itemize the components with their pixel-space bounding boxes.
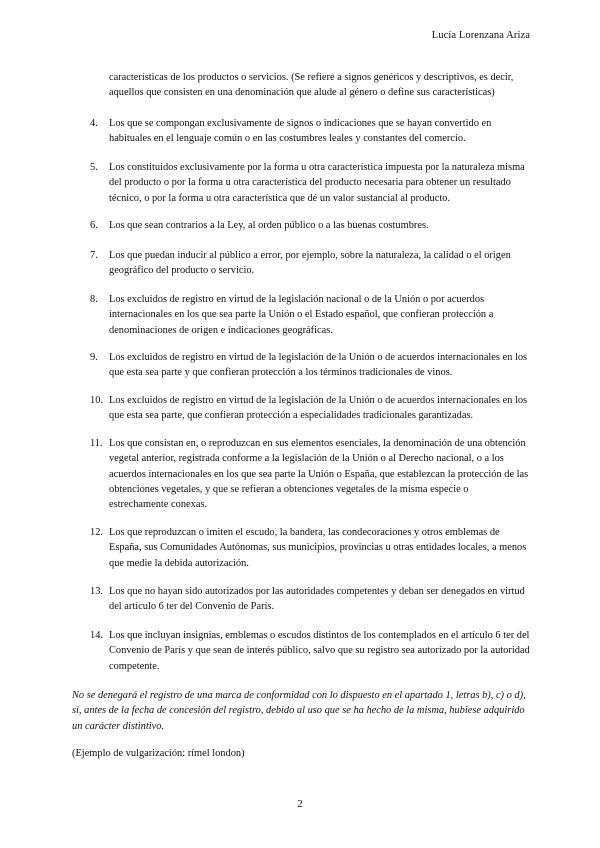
- page-number: 2: [297, 798, 303, 810]
- list-item-text: Los que sean contrarios a la Ley, al orden público o a las buenas costumbres.: [109, 220, 429, 231]
- list-item-text: Los que incluyan insignias, emblemas o escudos distintos de los contemplados en el artículo 6 ter del Convenio de París y que sean de interés público, salvo que su registro sea autorizado por la autoridad competente.: [109, 630, 530, 672]
- list-item-number: 11.: [90, 438, 103, 449]
- list-item-number: 8.: [90, 294, 98, 305]
- running-header-author: Lucía Lorenzana Ariza: [431, 30, 530, 41]
- continued-list-text: características de los productos o servicios. (Se refiere a signos genéricos y descriptivos, es decir, aquellos que consisten en una denominación que alude al género o define sus características): [109, 72, 514, 99]
- list-item-number: 6.: [90, 220, 98, 231]
- list-item-number: 9.: [90, 352, 98, 363]
- list-item-text: Los excluidos de registro en virtud de la legislación nacional o de la Unión o por acuerdos internacionales en los que sea parte la Unión o el Estado español, que confieran protección a denominaciones de origen e indicaciones geográficas.: [109, 294, 494, 336]
- list-item-text: Los que consistan en, o reproduzcan en sus elementos esenciales, la denominación de una obtención vegetal anterior, registrada conforme a la legislación de la Unión o al Derecho nacional, o a los acuerdos internacionales en los que sea parte la Unión o España, que establezcan la protección de las obtenciones vegetales, y que se refieran a obtenciones vegetales de la misma especie o estrechamente conexas.: [109, 438, 529, 511]
- example-paragraph: (Ejemplo de vulgarización: rímel london): [72, 748, 245, 759]
- list-item-text: Los excluidos de registro en virtud de la legislación de la Unión o de acuerdos internacionales en los que esta sea parte y que confieran protección a los términos tradicionales de vinos.: [109, 352, 528, 379]
- list-item-number: 10.: [90, 395, 103, 406]
- list-item-number: 13.: [90, 586, 103, 597]
- list-item-text: Los excluidos de registro en virtud de la legislación de la Unión o de acuerdos internacionales en los que esta sea parte, que confieran protección a especialidades tradicionales garantizadas.: [109, 395, 528, 422]
- list-item-text: Los que puedan inducir al público a error, por ejemplo, sobre la naturaleza, la calidad o el origen geográfico del producto o servicio.: [109, 250, 511, 277]
- list-item-number: 4.: [90, 118, 98, 129]
- list-item-text: Los que se compongan exclusivamente de signos o indicaciones que se hayan convertido en habituales en el lenguaje común o en las costumbres leales y constantes del comercio.: [109, 118, 492, 145]
- italic-note-paragraph: No se denegará el registro de una marca de conformidad con lo dispuesto en el apartado 1, letras b), c) o d), si, antes de la fecha de concesión del registro, debido al uso que se ha hecho de la misma, hubiese adquirido un carácter distintivo.: [72, 690, 526, 732]
- list-item-text: Los constituidos exclusivamente por la forma u otra característica impuesta por la naturaleza misma del producto o por la forma u otra característica del producto necesaria para obtener un resultado técnico, o por la forma u otra característica que dé un valor sustancial al producto.: [109, 162, 525, 204]
- list-item-text: Los que no hayan sido autorizados por las autoridades competentes y deban ser denegados en virtud del artículo 6 ter del Convenio de París.: [109, 586, 525, 613]
- list-item-number: 14.: [90, 630, 103, 641]
- list-item-number: 12.: [90, 527, 103, 538]
- list-item-text: Los que reproduzcan o imiten el escudo, la bandera, las condecoraciones y otros emblemas de España, sus Comunidades Autónomas, sus municipios, provincias u otras entidades locales, a menos que medie la debida autorización.: [109, 527, 527, 569]
- list-item-number: 5.: [90, 162, 98, 173]
- list-item-number: 7.: [90, 250, 98, 261]
